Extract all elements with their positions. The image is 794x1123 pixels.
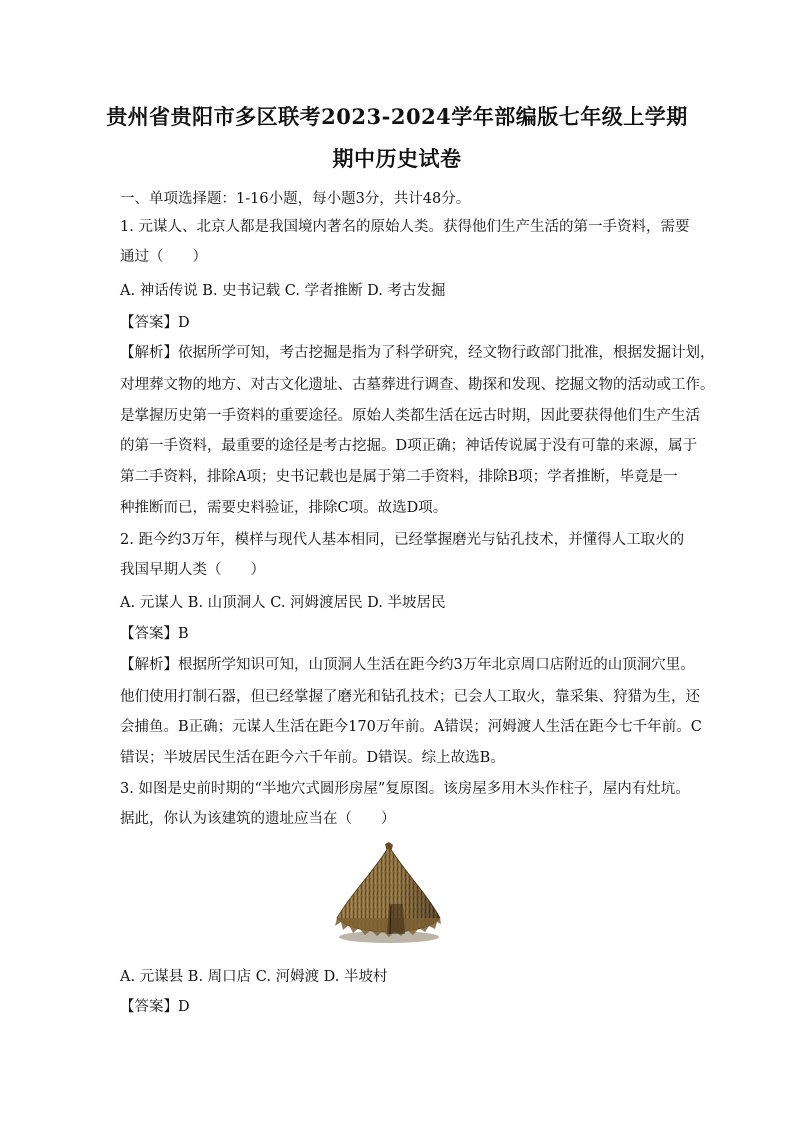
q2-analysis-line: 会捕鱼。B正确；元谋人生活在距今170万年前。A错误；河姆渡人生活在距今七千年前。C	[120, 719, 702, 735]
exam-title-line-1: 贵州省贵阳市多区联考2023-2024学年部编版七年级上学期	[106, 104, 688, 129]
q1-answer: 【答案】D	[120, 315, 190, 331]
q2-analysis-line: 【解析】根据所学知识可知，山顶洞人生活在距今约3万年北京周口店附近的山顶洞穴里。	[120, 657, 695, 673]
q1-analysis-line: 是掌握历史第一手资料的重要途径。原始人类都生活在远古时期，因此要获得他们生产生活	[120, 408, 700, 424]
section-heading: 一、单项选择题：1-16小题，每小题3分，共计48分。	[120, 191, 471, 207]
q1-options: A. 神话传说 B. 史书记载 C. 学者推断 D. 考古发掘	[120, 283, 446, 299]
q3-options: A. 元谋县 B. 周口店 C. 河姆渡 D. 半坡村	[120, 969, 388, 985]
q2-analysis-line: 他们使用打制石器，但已经掌握了磨光和钻孔技术；已会人工取火，靠采集、狩猎为生，还	[120, 689, 700, 705]
exam-title-line-2: 期中历史试卷	[332, 146, 462, 171]
q1-analysis-line: 【解析】依据所学可知，考古挖掘是指为了科学研究，经文物行政部门批准，根据发掘计划，	[120, 345, 715, 361]
q1-analysis-line: 种推断而已，需要史料验证，排除C项。故选D项。	[120, 500, 448, 516]
q3-stem-line-2: 据此，你认为该建筑的遗址应当在（ ）	[120, 811, 396, 827]
q2-stem-line-2: 我国早期人类（ ）	[120, 562, 265, 578]
q1-stem-line-2: 通过（ ）	[120, 249, 207, 265]
q2-answer: 【答案】B	[120, 626, 189, 642]
q3-answer: 【答案】D	[120, 999, 190, 1015]
q1-analysis-line: 第二手资料，排除A项；史书记载也是属于第二手资料，排除B项；学者推断，毕竟是一	[120, 469, 678, 485]
q1-analysis-line: 对埋葬文物的地方、对古文化遗址、古墓葬进行调查、勘探和发现、挖掘文物的活动或工作。	[120, 377, 715, 393]
q3-stem-line-1: 3. 如图是史前时期的“半地穴式圆形房屋”复原图。该房屋多用木头作柱子，屋内有灶坑。	[120, 781, 690, 797]
q2-options: A. 元谋人 B. 山顶洞人 C. 河姆渡居民 D. 半坡居民	[120, 595, 446, 611]
hut-image	[333, 842, 443, 944]
q2-analysis-line: 错误；半坡居民生活在距今六千年前。D错误。综上故选B。	[120, 750, 505, 766]
q2-stem-line-1: 2. 距今约3万年，模样与现代人基本相同，已经掌握磨光与钻孔技术，并懂得人工取火的	[120, 532, 685, 548]
q1-stem-line-1: 1. 元谋人、北京人都是我国境内著名的原始人类。获得他们生产生活的第一手资料，需要	[120, 219, 690, 235]
q1-analysis-line: 的第一手资料，最重要的途径是考古挖掘。D项正确；神话传说属于没有可靠的来源，属于	[120, 438, 698, 454]
